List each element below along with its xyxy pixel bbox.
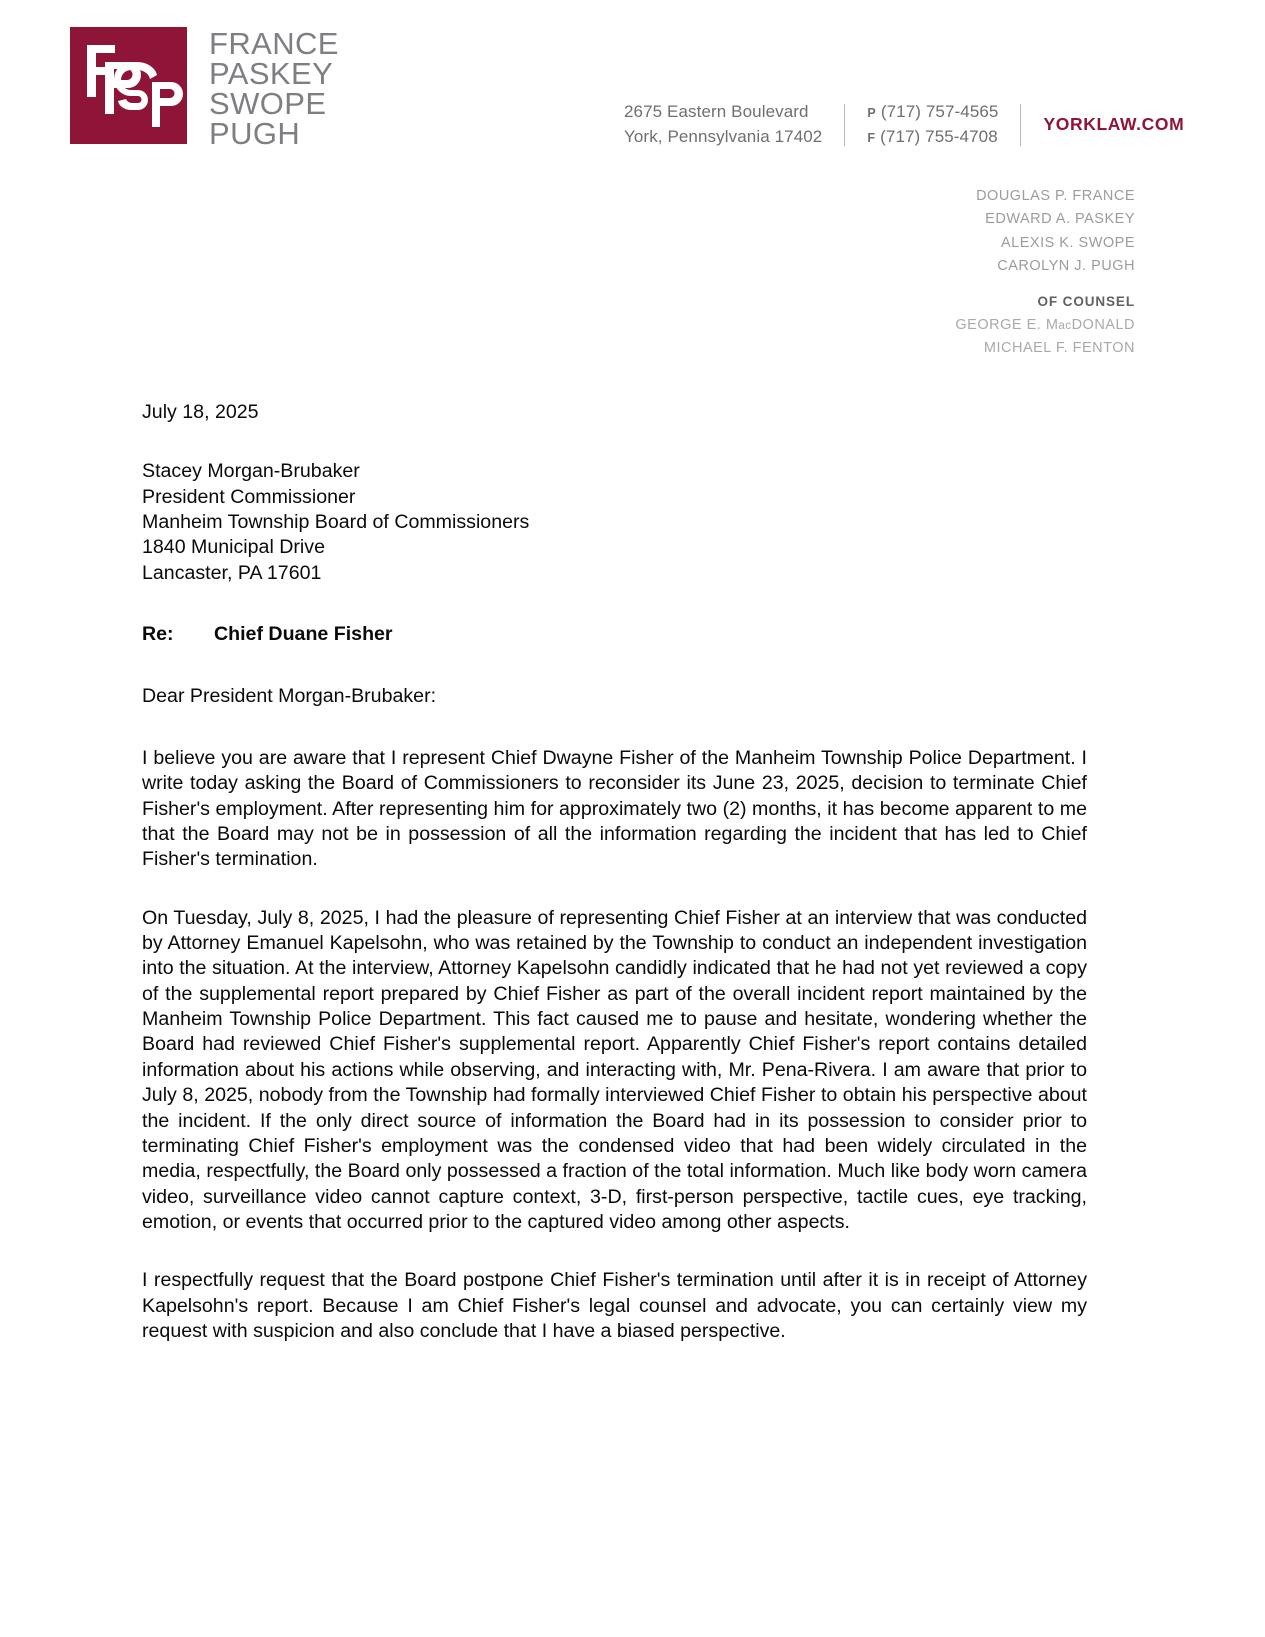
- office-address: [624, 100, 822, 149]
- attorney-name: ALEXIS K. SWOPE: [1000, 234, 1135, 251]
- phone-fax: [867, 100, 998, 149]
- recipient-address: [142, 459, 1087, 586]
- fax-number: (717) 755-4708: [880, 126, 998, 146]
- firm-name: [209, 26, 339, 152]
- firm-name-line-3: SWOPE: [209, 86, 327, 122]
- re-label: Re:: [142, 623, 174, 646]
- letter-body: [142, 400, 1087, 1344]
- body-paragraph: I believe you are aware that I represent Chief Dwayne Fisher of the Manheim Township Police Department. I write today asking the Board of Commissioners to reconsider its June 23, 2025, decision to terminate Chief Fisher's employment. After representing him for approximately two (2) months, it has become apparent to me that the Board may not be in possession of all the information regarding the incident that has led to Chief Fisher's termination.: [142, 746, 1087, 871]
- of-counsel-name: MICHAEL F. FENTON: [983, 340, 1135, 357]
- letterhead: [0, 0, 1265, 370]
- body-paragraph: I respectfully request that the Board postpone Chief Fisher's termination until after it is in receipt of Attorney Kapelsohn's report. Because I am Chief Fisher's legal counsel and advocate, you can certainly view my request with suspicion and also conclude that I have a biased perspective.: [142, 1269, 1087, 1343]
- letter-date: July 18, 2025: [142, 401, 259, 423]
- body-paragraph: On Tuesday, July 8, 2025, I had the pleasure of representing Chief Fisher at an interview that was conducted by Attorney Emanuel Kapelsohn, who was retained by the Township to conduct an independent investigation into the situation. At the interview, Attorney Kapelsohn candidly indicated that he had not yet reviewed a copy of the supplemental report prepared by Chief Fisher as part of the overall incident report maintained by the Manheim Township Police Department. This fact caused me to pause and hesitate, wondering whether the Board had reviewed Chief Fisher's supplemental report. Apparently Chief Fisher's report contains detailed information about his actions while observing, and interacting with, Mr. Pena-Rivera. I am aware that prior to July 8, 2025, nobody from the Township had formally interviewed Chief Fisher to obtain his perspective about the incident. If the only direct source of information the Board had in its possession to consider prior to terminating Chief Fisher's employment was the condensed video that had been widely circulated in the media, respectfully, the Board only possessed a fraction of the total information. Much like body worn camera video, surveillance video cannot capture context, 3-D, first-person perspective, tactile cues, eye tracking, emotion, or events that occurred prior to the captured video among other aspects.: [142, 906, 1087, 1233]
- recipient-organization: Manheim Township Board of Commissioners: [142, 511, 530, 534]
- of-counsel-names-list: [955, 314, 1135, 360]
- firm-name-line-1: FRANCE: [209, 26, 339, 61]
- firm-name-line-4: PUGH: [209, 116, 301, 152]
- attorney-name: CAROLYN J. PUGH: [997, 258, 1135, 275]
- phone-row: [867, 100, 998, 125]
- address-street: 2675 Eastern Boulevard: [624, 102, 809, 121]
- website-link[interactable]: YORKLAW.COM: [1043, 114, 1185, 135]
- recipient-street: 1840 Municipal Drive: [142, 536, 325, 559]
- fax-row: [867, 125, 998, 150]
- recipient-name: Stacey Morgan-Brubaker: [142, 460, 360, 483]
- contact-strip: [624, 100, 1184, 149]
- fax-prefix-label: F: [867, 130, 876, 145]
- address-city-state-zip: York, Pennsylvania 17402: [624, 126, 823, 146]
- of-counsel-section: [955, 294, 1135, 360]
- firm-logo: [70, 26, 339, 152]
- attorney-name: DOUGLAS P. FRANCE: [976, 188, 1135, 204]
- attorney-names-list: [976, 185, 1135, 279]
- of-counsel-name: GEORGE E. MacDONALD: [955, 317, 1135, 333]
- of-counsel-heading: OF COUNSEL: [1037, 294, 1135, 309]
- subject-line: [142, 622, 1087, 647]
- phone-prefix-label: P: [867, 106, 876, 120]
- recipient-city-state-zip: Lancaster, PA 17601: [142, 561, 322, 584]
- phone-number: (717) 757-4565: [880, 102, 999, 121]
- recipient-title: President Commissioner: [142, 485, 356, 508]
- salutation: Dear President Morgan-Brubaker:: [142, 684, 437, 707]
- divider-2: [1020, 104, 1021, 146]
- firm-name-line-2: PASKEY: [209, 56, 334, 92]
- fpsp-monogram-icon: [70, 27, 187, 144]
- re-subject: Chief Duane Fisher: [214, 623, 393, 646]
- attorney-name: EDWARD A. PASKEY: [985, 211, 1135, 228]
- divider-1: [844, 104, 845, 146]
